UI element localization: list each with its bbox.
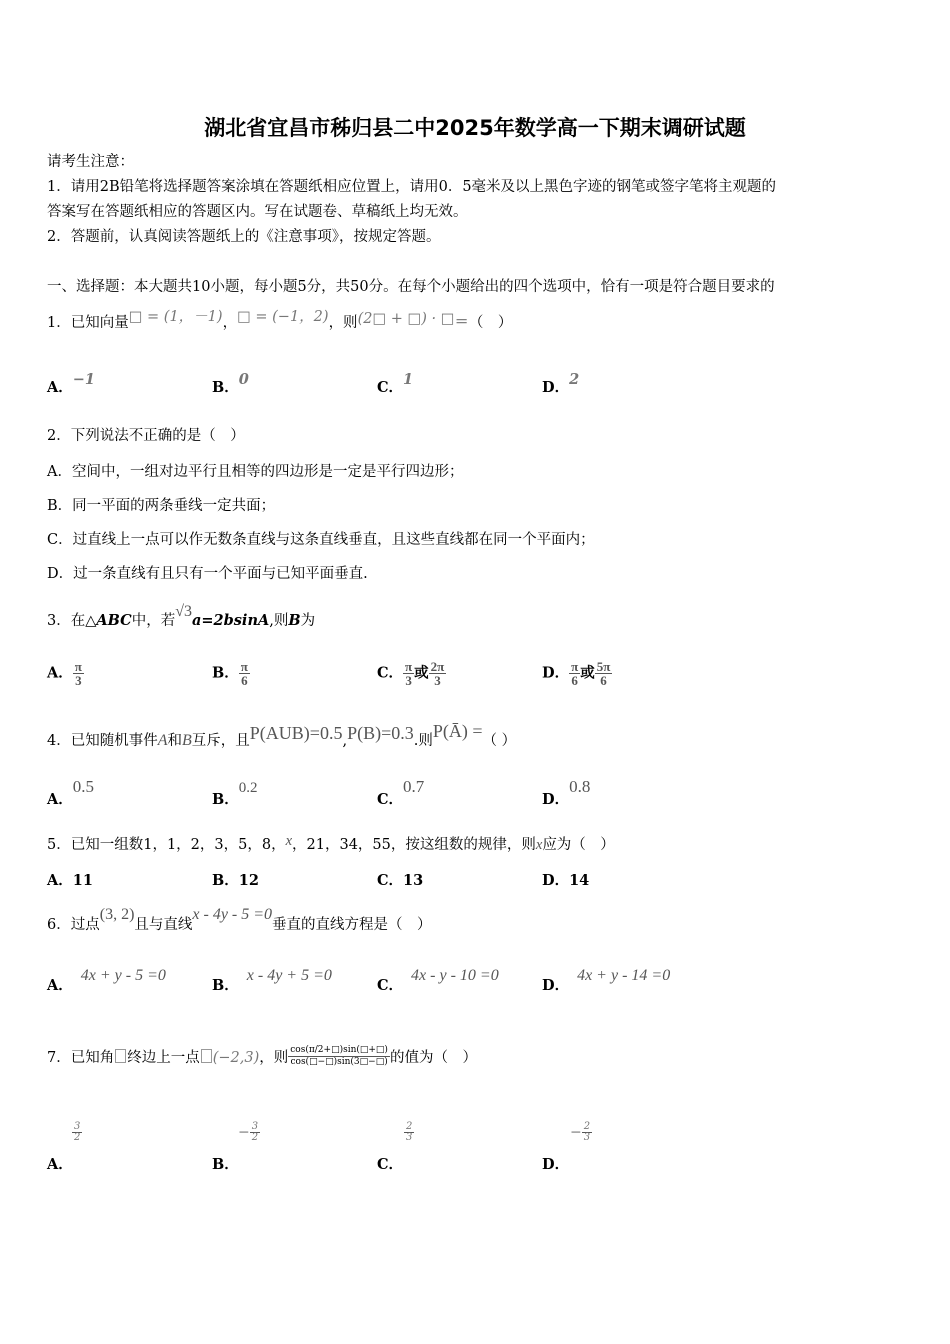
q7-numerator: cos(π/2+□)sin(□+□) — [290, 1045, 388, 1055]
q7-stem-a: 7．已知角 — [47, 1050, 115, 1066]
option-label: B． — [212, 379, 239, 396]
q6-stem-b: 且与直线 — [134, 917, 193, 933]
q3-option-b[interactable] — [212, 660, 250, 687]
q3-or: 或 — [414, 664, 429, 682]
q4-option-b[interactable] — [212, 780, 258, 809]
q7-missing-glyph — [201, 1049, 212, 1063]
q1-vector-a: □ = (1，－1) — [128, 309, 223, 325]
q2-option-c[interactable]: C．过直线上一点可以作无数条直线与这条直线垂直，且这些直线都在同一个平面内； — [47, 532, 595, 548]
q5-option-b[interactable]: B．12 — [212, 872, 259, 889]
q5-option-d[interactable]: D．14 — [542, 872, 590, 889]
q7-option-d-fraction: − $\frac{2}{3}$ — [570, 1121, 591, 1143]
q6-option-d-value: 4x + y - 14 =0 — [577, 967, 671, 984]
q1-option-b-value: 0 — [238, 371, 249, 388]
q6-line: x - 4y - 5 =0 — [192, 906, 273, 923]
notice-line-1a: 1．请用2B铅笔将选择题答案涂填在答题纸相应位置上，请用0．5毫米及以上黑色字迹的钢笔或签字笔将主观题的 — [47, 179, 777, 195]
option-label: C． — [377, 977, 404, 994]
q5-stem-a: 5．已知一组数1，1，2，3，5，8， — [47, 837, 286, 853]
section-heading: 一、选择题：本大题共10小题，每小题5分，共50分。在每个小题给出的四个选项中，恰有一项是符合题目要求的 — [47, 279, 775, 295]
q3-triangle: ABC — [96, 612, 132, 629]
q6-option-c-value: 4x - y - 10 =0 — [411, 967, 499, 984]
q3-option-d-fraction-1: $\frac{\pi}{6}$ — [571, 659, 579, 688]
question-7 — [47, 1045, 477, 1068]
q1-stem-c: ＝（ ） — [454, 315, 513, 331]
q3-stem-b: 中，若 — [131, 613, 176, 629]
q3-equation: a=2bsinA — [192, 612, 270, 629]
q4-prob-b: P(B)=0.3 — [347, 723, 414, 743]
q3-option-c[interactable] — [377, 660, 446, 687]
q4-stem-b: 互斥，且 — [191, 733, 250, 749]
q6-option-c[interactable] — [377, 967, 499, 995]
q6-option-b[interactable] — [212, 967, 332, 995]
option-label: B． — [212, 977, 239, 994]
q3-or: 或 — [580, 664, 595, 682]
q4-option-d-value: 0.8 — [569, 777, 591, 796]
question-3 — [47, 603, 316, 631]
q1-expression: (2□ + □) · □ — [357, 311, 455, 327]
q7-stem-b: 终边上一点 — [127, 1050, 200, 1066]
q2-option-a[interactable]: A．空间中，一组对边平行且相等的四边形是一定是平行四边形； — [47, 464, 464, 480]
q7-point: (−2,3) — [212, 1050, 260, 1066]
q7-option-a-fraction: $\frac{3}{2}$ — [74, 1121, 81, 1143]
q1-stem-a: 1．已知向量 — [47, 315, 129, 331]
q4-prob-aub: P(AUB)=0.5 — [249, 723, 343, 743]
q3-option-d-fraction-2: $\frac{5\pi}{6}$ — [596, 659, 611, 688]
notice-line-2: 2．答题前，认真阅读答题纸上的《注意事项》，按规定答题。 — [47, 229, 441, 245]
option-label: D． — [542, 664, 570, 682]
q5-x: x — [285, 833, 293, 849]
q3-option-b-fraction: $\frac{\pi}{6}$ — [240, 659, 248, 688]
question-2: 2．下列说法不正确的是（ ） — [47, 428, 245, 444]
q3-stem-a: 3．在△ — [47, 613, 97, 629]
option-label: A． — [47, 977, 73, 994]
q6-option-a[interactable] — [47, 967, 166, 995]
q1-vector-b: □ = (−1，2) — [237, 309, 329, 325]
q6-option-a-value: 4x + y - 5 =0 — [80, 967, 166, 984]
q3-stem-d: 为 — [300, 613, 316, 629]
q2-option-d[interactable]: D．过一条直线有且只有一个平面与已知平面垂直. — [47, 566, 368, 582]
q4-option-c-value: 0.7 — [403, 777, 425, 796]
q4-and: 和 — [167, 733, 183, 749]
option-label: A． — [47, 664, 73, 682]
q7-stem-c: ，则 — [259, 1050, 289, 1066]
notice-line-1b: 答案写在答题纸相应的答题区内。写在试题卷、草稿纸上均无效。 — [47, 204, 468, 220]
q4-option-a[interactable] — [47, 777, 95, 809]
q1-stem-b: ，则 — [328, 315, 358, 331]
q5-option-c[interactable]: C．13 — [377, 872, 424, 889]
option-label: D． — [542, 791, 570, 808]
q3-sqrt: √3 — [175, 603, 192, 620]
option-label: A． — [47, 791, 73, 808]
q3-option-a-fraction: $\frac{\pi}{3}$ — [74, 659, 82, 688]
option-label: D． — [542, 379, 570, 396]
q1-option-a[interactable] — [47, 371, 96, 397]
q5-stem-c: 应为（ ） — [542, 837, 615, 853]
q7-denominator: cos(□−□)sin(3□−□) — [290, 1057, 388, 1067]
option-label: C． — [377, 664, 404, 682]
q5-option-a[interactable]: A．11 — [47, 872, 93, 889]
q1-option-c-value: 1 — [403, 371, 414, 388]
q1-option-a-value: −1 — [72, 371, 96, 388]
question-4 — [47, 721, 517, 751]
q3-angle-b: B — [288, 612, 301, 629]
q4-option-b-value: 0.2 — [238, 780, 258, 796]
q4-event-b: B — [182, 732, 192, 749]
option-label: A． — [47, 379, 73, 396]
q4-comma: , — [342, 733, 348, 749]
q5-stem-b: ，21，34，55，按这组数的规律，则 — [292, 837, 536, 853]
q6-option-b-value: x - 4y + 5 =0 — [246, 967, 332, 984]
question-1 — [47, 309, 513, 333]
q7-option-b[interactable]: B． — [212, 1156, 239, 1173]
q1-sep: ， — [222, 315, 238, 331]
option-label: B． — [212, 791, 239, 808]
q7-option-d[interactable]: D． — [542, 1156, 570, 1173]
q7-option-b-fraction: − $\frac{3}{2}$ — [238, 1121, 259, 1143]
q1-option-d[interactable] — [542, 371, 580, 397]
q4-option-a-value: 0.5 — [72, 777, 95, 796]
option-label: B． — [212, 664, 239, 682]
q4-stem-d: （ ） — [482, 733, 517, 749]
q6-stem-c: 垂直的直线方程是（ ） — [272, 917, 432, 933]
q4-option-c[interactable] — [377, 777, 425, 809]
page-title: 湖北省宜昌市秭归县二中2025年数学高一下期末调研试题 — [204, 116, 746, 140]
question-5 — [47, 835, 615, 855]
option-label: C． — [377, 791, 404, 808]
notice-heading: 请考生注意： — [47, 154, 134, 170]
option-label: C． — [377, 379, 404, 396]
q3-option-c-fraction-1: $\frac{\pi}{3}$ — [405, 659, 413, 688]
question-6 — [47, 906, 432, 935]
q5-x-2: x — [535, 837, 543, 853]
q7-missing-glyph — [115, 1049, 126, 1063]
q1-option-b[interactable] — [212, 371, 249, 397]
q4-option-d[interactable] — [542, 777, 591, 809]
q7-option-c-fraction: $\frac{2}{3}$ — [406, 1121, 413, 1143]
q1-option-d-value: 2 — [569, 371, 580, 388]
q3-option-c-fraction-2: $\frac{2\pi}{3}$ — [430, 659, 445, 688]
q3-option-d[interactable] — [542, 660, 612, 687]
q7-expression-fraction — [288, 1045, 390, 1068]
q7-stem-d: 的值为（ ） — [389, 1050, 477, 1066]
q7-option-c[interactable]: C． — [377, 1156, 404, 1173]
option-label: D． — [542, 977, 570, 994]
q6-stem-a: 6．过点 — [47, 917, 100, 933]
q2-option-b[interactable]: B．同一平面的两条垂线一定共面； — [47, 498, 276, 514]
q6-option-d[interactable] — [542, 967, 671, 995]
q6-point: (3, 2) — [99, 906, 135, 923]
q4-stem-a: 4．已知随机事件 — [47, 733, 158, 749]
q7-option-a[interactable]: A． — [47, 1156, 73, 1173]
q4-prob-a-complement: P(Ā) = — [432, 721, 483, 741]
q3-option-a[interactable] — [47, 660, 84, 687]
q3-stem-c: ,则 — [269, 613, 289, 629]
q4-stem-c: .则 — [413, 733, 433, 749]
q4-event-a: A — [157, 732, 168, 749]
q1-option-c[interactable] — [377, 371, 414, 397]
